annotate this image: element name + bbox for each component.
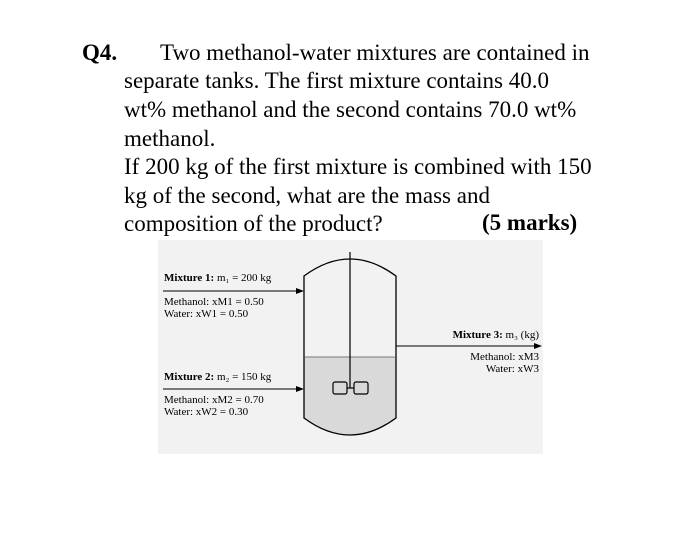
- question-line-4: methanol.: [124, 126, 216, 151]
- question-line-1: Two methanol-water mixtures are contained in: [160, 40, 590, 65]
- mixture-2-water: Water: xW2 = 0.30: [164, 406, 249, 418]
- mixture-2-methanol: Methanol: xM2 = 0.70: [164, 394, 264, 406]
- impeller-left-blade: [333, 382, 347, 394]
- question-line-3: wt% methanol and the second contains 70.0 wt%: [124, 97, 577, 122]
- mixture-1-mass: m₁ = 200 kg: [216, 272, 272, 284]
- outlet-3-arrowhead: [534, 343, 542, 349]
- marks-label: (5 marks): [482, 210, 578, 235]
- mixture-1-label: Mixture 1:: [164, 272, 215, 284]
- mixture-1-heading: [164, 272, 271, 284]
- mixture-1-methanol: Methanol: xM1 = 0.50: [164, 296, 264, 308]
- mixture-3-heading: [453, 329, 539, 341]
- question-line-5: If 200 kg of the first mixture is combined with 150: [124, 154, 592, 179]
- mixture-3-water: Water: xW3: [485, 363, 539, 375]
- mixture-3-methanol: Methanol: xM3: [470, 351, 539, 363]
- mixture-2-mass: m₂ = 150 kg: [216, 371, 272, 383]
- mixture-2-heading: [164, 371, 271, 383]
- impeller-right-blade: [354, 382, 368, 394]
- inlet-1-arrowhead: [296, 288, 304, 294]
- mixing-tank-diagram: [158, 240, 543, 454]
- question-line-2: separate tanks. The first mixture contains 40.0: [124, 68, 549, 93]
- mixture-3-label: Mixture 3:: [452, 329, 503, 341]
- question-number: Q4.: [82, 40, 118, 65]
- mixture-1-water: Water: xW1 = 0.50: [164, 308, 249, 320]
- mixture-2-label: Mixture 2:: [164, 371, 215, 383]
- mixture-3-mass: m₃ (kg): [505, 329, 539, 341]
- question-line-7: composition of the product?: [124, 211, 383, 236]
- question-line-6: kg of the second, what are the mass and: [124, 183, 490, 208]
- inlet-2-arrowhead: [296, 386, 304, 392]
